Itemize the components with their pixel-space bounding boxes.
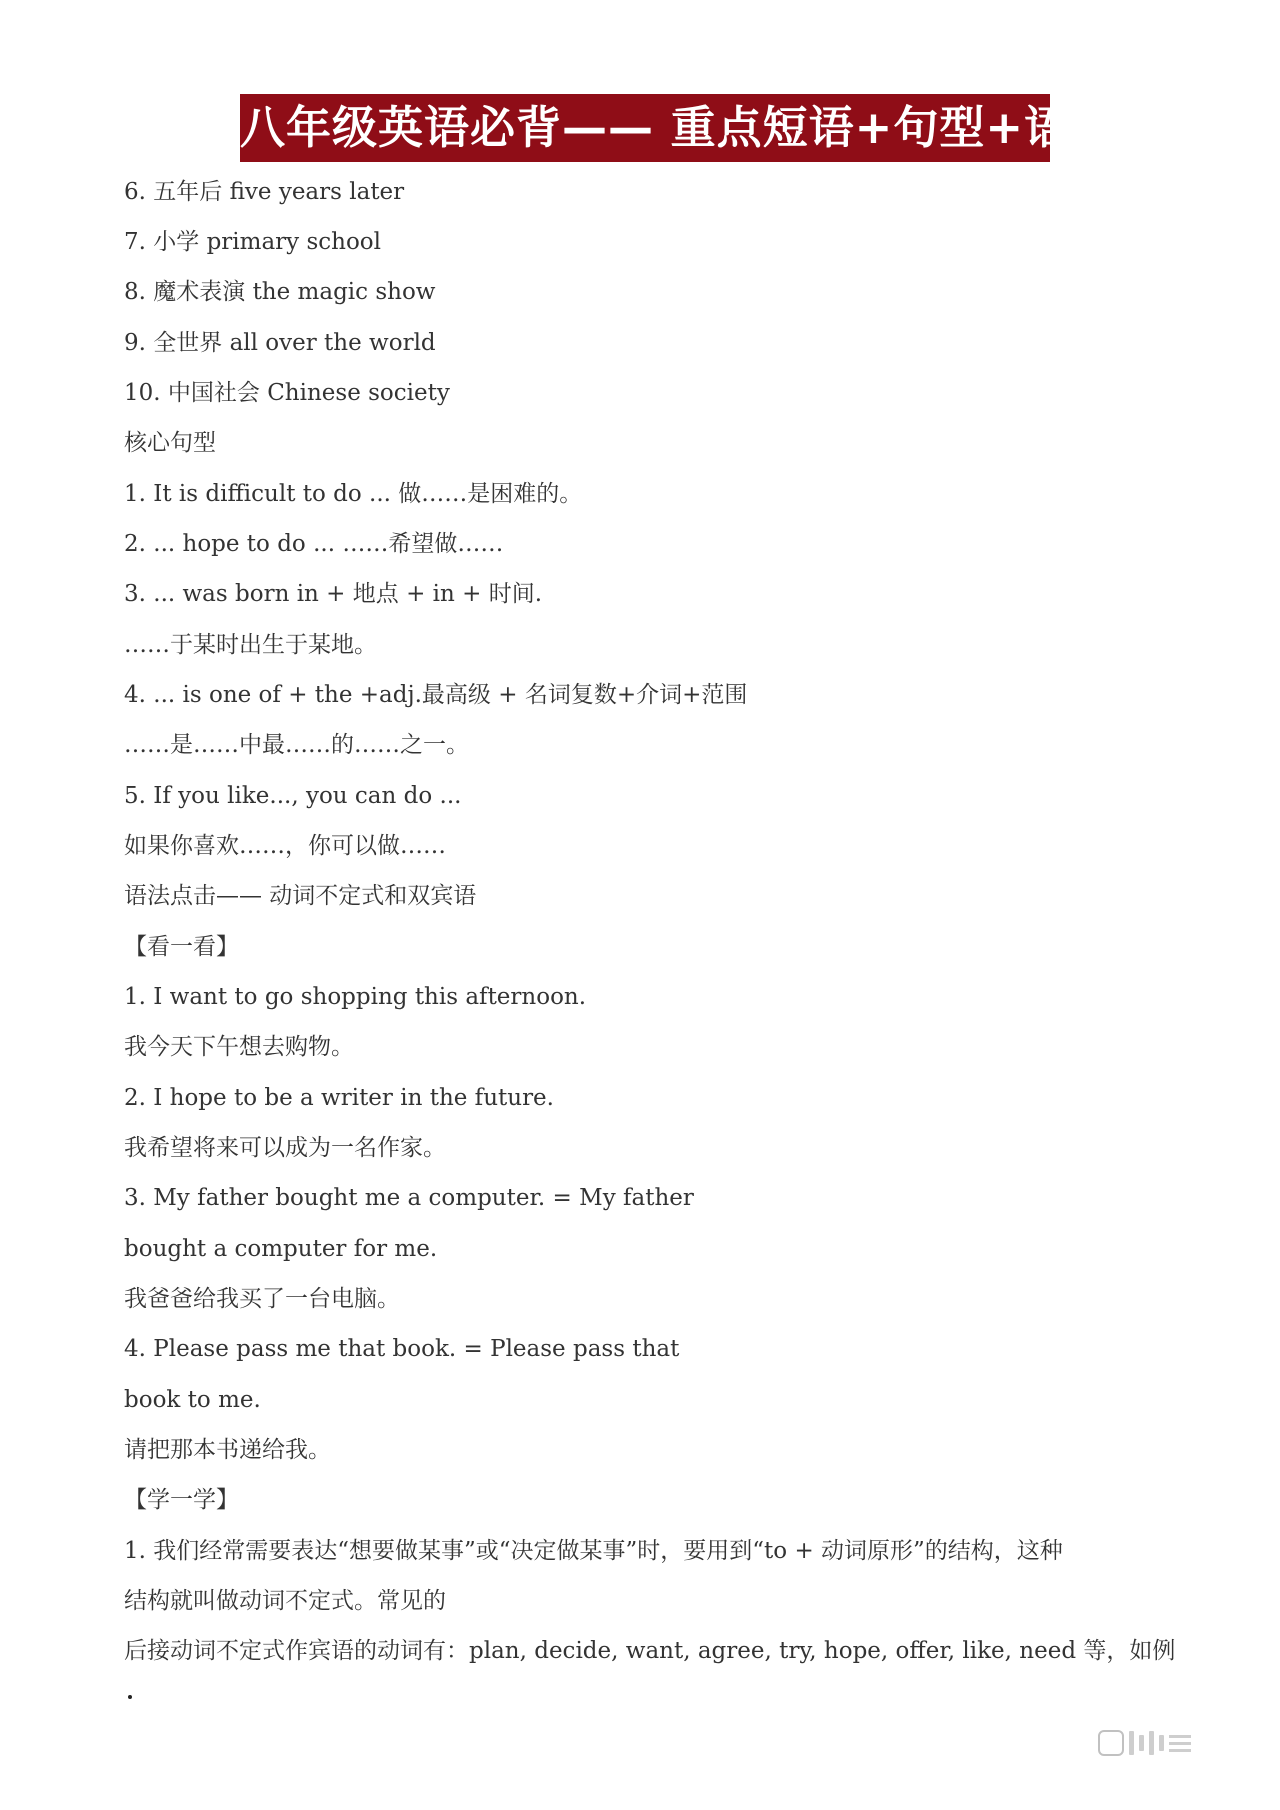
- section-heading: 语法点击—— 动词不定式和双宾语: [124, 883, 477, 909]
- text-line: 2. ... hope to do ... ……希望做……: [124, 531, 504, 557]
- text-line: 4. Please pass me that book. = Please pass that: [124, 1336, 680, 1362]
- text-line: 2. I hope to be a writer in the future.: [124, 1085, 554, 1111]
- text-line: book to me.: [124, 1387, 261, 1413]
- text-line: 1. It is difficult to do ... 做……是困难的。: [124, 481, 583, 507]
- text-line: 3. My father bought me a computer. = My father: [124, 1185, 694, 1211]
- text-line: bought a computer for me.: [124, 1236, 438, 1262]
- text-line: ……是……中最……的……之一。: [124, 732, 469, 758]
- text-line: 我希望将来可以成为一名作家。: [124, 1135, 446, 1161]
- text-line: 9. 全世界 all over the world: [124, 330, 436, 356]
- text-line: 1. I want to go shopping this afternoon.: [124, 984, 587, 1010]
- period-mark: [128, 1695, 132, 1699]
- text-line: 我爸爸给我买了一台电脑。: [124, 1286, 400, 1312]
- text-line: 7. 小学 primary school: [124, 229, 382, 255]
- watermark-logo-icon: [1098, 1728, 1258, 1758]
- text-line: 3. ... was born in + 地点 + in + 时间.: [124, 581, 543, 607]
- page-title: 八年级英语必背—— 重点短语+句型+语法: [240, 94, 1050, 162]
- section-heading: 核心句型: [124, 430, 216, 456]
- text-line: 10. 中国社会 Chinese society: [124, 380, 450, 406]
- text-line: 1. 我们经常需要表达“想要做某事”或“决定做某事”时，要用到“to + 动词原形”的结构，这种: [124, 1538, 1063, 1564]
- text-line: 我今天下午想去购物。: [124, 1034, 354, 1060]
- text-line: ……于某时出生于某地。: [124, 632, 377, 658]
- text-line: 后接动词不定式作宾语的动词有：plan, decide, want, agree, try, hope, offer, like, need 等，如例: [124, 1638, 1176, 1664]
- subsection-heading: 【学一学】: [124, 1487, 239, 1513]
- subsection-heading: 【看一看】: [124, 934, 239, 960]
- text-line: 请把那本书递给我。: [124, 1437, 331, 1463]
- text-line: 结构就叫做动词不定式。常见的: [124, 1588, 446, 1614]
- text-line: 6. 五年后 five years later: [124, 179, 405, 205]
- text-line: 5. If you like..., you can do ...: [124, 783, 462, 809]
- text-line: 8. 魔术表演 the magic show: [124, 279, 436, 305]
- text-line: 4. ... is one of + the +adj.最高级 + 名词复数+介词+范围: [124, 682, 748, 708]
- text-line: 如果你喜欢……，你可以做……: [124, 833, 446, 859]
